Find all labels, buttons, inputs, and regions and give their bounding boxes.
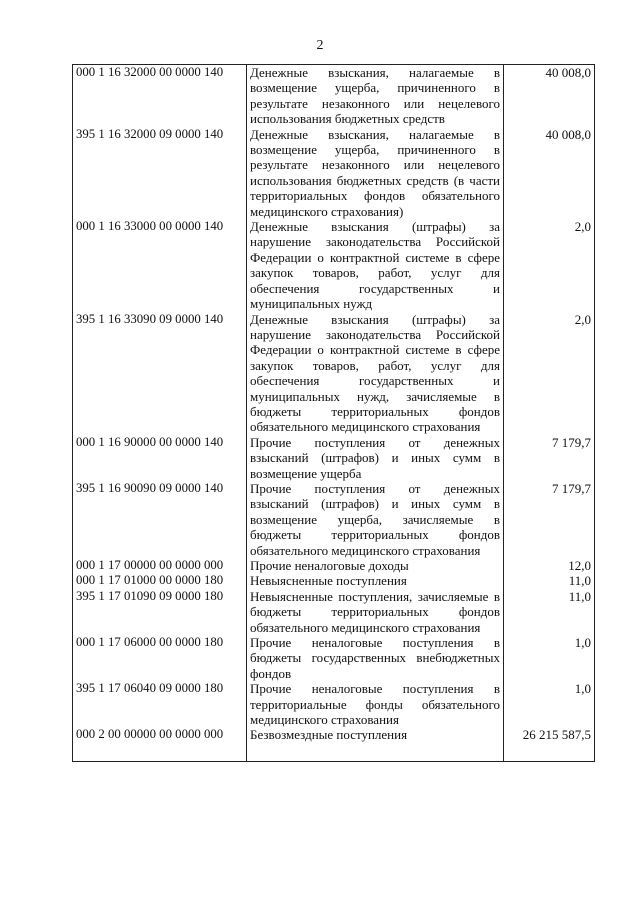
amount: 1,0: [504, 681, 595, 727]
revenue-name: Невыясненные поступления: [247, 573, 504, 588]
table-row: [73, 127, 595, 219]
amount: 7 179,7: [504, 481, 595, 558]
revenue-name: Денежные взыскания (штрафы) за нарушение законодательства Российской Федерации о контрактной системе в сфере закупок товаров, работ, услуг для обеспечения государственных и муниципальных нужд, зачисляемые в бюджеты территориальных фондов обязательного медицинского страхования: [247, 312, 504, 435]
classification-code: 000 1 17 00000 00 0000 000: [73, 558, 247, 573]
amount: 2,0: [504, 219, 595, 311]
revenue-name: Прочие поступления от денежных взысканий (штрафов) и иных сумм в возмещение ущерба, зачисляемые в бюджеты территориальных фондов обязательного медицинского страхования: [247, 481, 504, 558]
amount: 40 008,0: [504, 65, 595, 127]
table-row: [73, 573, 595, 588]
page-number: 2: [316, 38, 324, 53]
amount: 1,0: [504, 635, 595, 681]
revenue-name: Прочие неналоговые поступления в бюджеты государственных внебюджетных фондов: [247, 635, 504, 681]
revenue-name: Прочие поступления от денежных взысканий (штрафов) и иных сумм в возмещение ущерба: [247, 435, 504, 481]
classification-code: 000 1 16 33000 00 0000 140: [73, 219, 247, 311]
table-row: [73, 481, 595, 558]
revenue-name: Безвозмездные поступления: [247, 727, 504, 761]
table-row: [73, 727, 595, 761]
table-row: [73, 65, 595, 127]
amount: 11,0: [504, 573, 595, 588]
revenue-name: Денежные взыскания, налагаемые в возмещение ущерба, причиненного в результате незаконного или нецелевого использования бюджетных средств: [247, 65, 504, 127]
budget-revenue-table: [72, 64, 595, 762]
classification-code: 000 1 16 90000 00 0000 140: [73, 435, 247, 481]
revenue-name: Денежные взыскания (штрафы) за нарушение законодательства Российской Федерации о контрактной системе в сфере закупок товаров, работ, услуг для обеспечения государственных и муниципальных нужд: [247, 219, 504, 311]
revenue-name: Невыясненные поступления, зачисляемые в бюджеты территориальных фондов обязательного медицинского страхования: [247, 589, 504, 635]
classification-code: 000 2 00 00000 00 0000 000: [73, 727, 247, 761]
table-row: [73, 435, 595, 481]
classification-code: 395 1 16 33090 09 0000 140: [73, 312, 247, 435]
revenue-name: Денежные взыскания, налагаемые в возмещение ущерба, причиненного в результате незаконного или нецелевого использования бюджетных средств (в части территориальных фондов обязательного медицинского страхования): [247, 127, 504, 219]
amount: 2,0: [504, 312, 595, 435]
amount: 40 008,0: [504, 127, 595, 219]
amount: 11,0: [504, 589, 595, 635]
table-row: [73, 589, 595, 635]
classification-code: 395 1 16 32000 09 0000 140: [73, 127, 247, 219]
revenue-name: Прочие неналоговые поступления в территориальные фонды обязательного медицинского страхования: [247, 681, 504, 727]
amount: 7 179,7: [504, 435, 595, 481]
classification-code: 000 1 17 01000 00 0000 180: [73, 573, 247, 588]
table-row: [73, 558, 595, 573]
revenue-name: Прочие неналоговые доходы: [247, 558, 504, 573]
classification-code: 395 1 17 01090 09 0000 180: [73, 589, 247, 635]
classification-code: 000 1 17 06000 00 0000 180: [73, 635, 247, 681]
amount: 26 215 587,5: [504, 727, 595, 761]
classification-code: 395 1 16 90090 09 0000 140: [73, 481, 247, 558]
amount: 12,0: [504, 558, 595, 573]
table-row: [73, 635, 595, 681]
classification-code: 000 1 16 32000 00 0000 140: [73, 65, 247, 127]
classification-code: 395 1 17 06040 09 0000 180: [73, 681, 247, 727]
table-row: [73, 681, 595, 727]
table-row: [73, 312, 595, 435]
table-row: [73, 219, 595, 311]
